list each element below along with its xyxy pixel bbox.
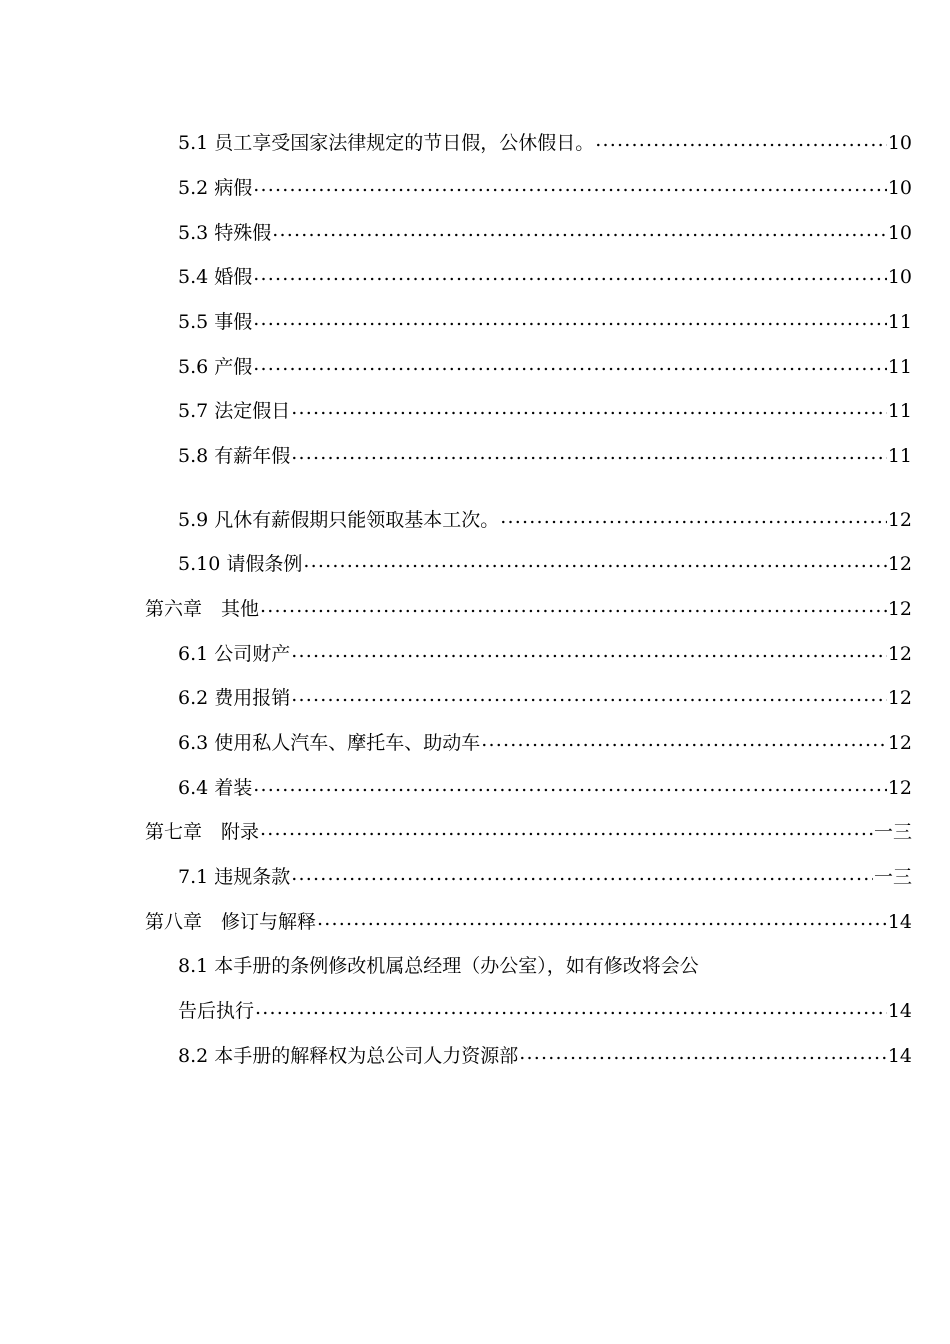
- toc-page-number: 11: [887, 400, 912, 422]
- toc-entry-7-1[interactable]: [178, 862, 912, 892]
- toc-leader-dots: [500, 502, 887, 532]
- toc-entry-6-2[interactable]: [178, 683, 912, 713]
- toc-page-number: 12: [887, 732, 912, 754]
- toc-entry-5-5[interactable]: [178, 307, 912, 337]
- toc-chapter-label: 第七章 附录: [145, 821, 260, 843]
- toc-entry-5-1[interactable]: [178, 128, 912, 158]
- toc-leader-dots: [255, 993, 887, 1023]
- toc-page-number: 12: [887, 598, 912, 620]
- toc-entry-8-1-first-line[interactable]: 8.1 本手册的条例修改机属总经理（办公室），如有修改将会公: [178, 955, 699, 977]
- toc-page-number: 10: [887, 177, 912, 199]
- toc-leader-dots: [519, 1038, 887, 1068]
- toc-leader-dots: [291, 859, 873, 889]
- toc-page-number: 12: [887, 509, 912, 531]
- toc-entry-label: 5.5 事假: [178, 311, 253, 333]
- toc-entry-6-3[interactable]: [178, 728, 912, 758]
- toc-leader-dots: [291, 393, 887, 423]
- toc-leader-dots: [303, 546, 886, 576]
- toc-page-number: 14: [887, 1045, 912, 1067]
- toc-entry-6-1[interactable]: [178, 639, 912, 669]
- toc-entry-label: 5.8 有薪年假: [178, 445, 291, 467]
- toc-leader-dots: [260, 591, 887, 621]
- toc-chapter-label: 第六章 其他: [145, 598, 260, 620]
- toc-entry-label: 6.3 使用私人汽车、摩托车、助动车: [178, 732, 481, 754]
- toc-page-number: 11: [887, 445, 912, 467]
- toc-leader-dots: [253, 770, 887, 800]
- toc-leader-dots: [595, 125, 887, 155]
- toc-page-number: 14: [887, 1000, 912, 1022]
- toc-entry-label: 8.2 本手册的解释权为总公司人力资源部: [178, 1045, 519, 1067]
- toc-leader-dots: [291, 438, 887, 468]
- toc-entry-label: 5.1 员工享受国家法律规定的节日假，公休假日。: [178, 132, 595, 154]
- toc-leader-dots: [317, 904, 887, 934]
- toc-entry-5-8[interactable]: [178, 441, 912, 471]
- toc-page-number: 12: [887, 687, 912, 709]
- toc-leader-dots: [291, 680, 887, 710]
- toc-entry-5-3[interactable]: [178, 218, 912, 248]
- toc-leader-dots: [291, 636, 887, 666]
- toc-entry-6-4[interactable]: [178, 773, 912, 803]
- toc-entry-label: 5.7 法定假日: [178, 400, 291, 422]
- toc-entry-5-10[interactable]: [178, 549, 912, 579]
- toc-entry-5-2[interactable]: [178, 173, 912, 203]
- toc-page-number: 11: [887, 356, 912, 378]
- toc-entry-label: 5.2 病假: [178, 177, 253, 199]
- toc-entry-label: 5.3 特殊假: [178, 222, 272, 244]
- toc-entry-label: 5.9 凡休有薪假期只能领取基本工次。: [178, 509, 500, 531]
- toc-entry-8-2[interactable]: [178, 1041, 912, 1071]
- toc-entry-label: 5.10 请假条例: [178, 553, 303, 575]
- toc-page-number: 10: [887, 222, 912, 244]
- toc-page-number: 12: [887, 553, 912, 575]
- toc-leader-dots: [253, 259, 887, 289]
- toc-entry-label: 6.2 费用报销: [178, 687, 291, 709]
- toc-entry-5-6[interactable]: [178, 352, 912, 382]
- toc-page-number: 11: [887, 311, 912, 333]
- toc-chapter-6[interactable]: [145, 594, 912, 624]
- toc-entry-label: 5.4 婚假: [178, 266, 253, 288]
- toc-chapter-7[interactable]: [145, 817, 912, 847]
- toc-entry-5-9[interactable]: [178, 505, 912, 535]
- toc-chapter-label: 第八章 修订与解释: [145, 911, 317, 933]
- toc-page-number: 14: [887, 911, 912, 933]
- toc-leader-dots: [481, 725, 887, 755]
- toc-leader-dots: [260, 814, 873, 844]
- toc-entry-label: 6.4 着装: [178, 777, 253, 799]
- toc-entry-8-1[interactable]: [178, 996, 912, 1026]
- toc-page-number: 12: [887, 643, 912, 665]
- toc-leader-dots: [253, 304, 887, 334]
- toc-leader-dots: [253, 170, 887, 200]
- toc-page-number: 10: [887, 266, 912, 288]
- toc-page-number: 12: [887, 777, 912, 799]
- toc-entry-label: 6.1 公司财产: [178, 643, 291, 665]
- toc-page-number: 一三: [873, 821, 912, 843]
- toc-page-number: 10: [887, 132, 912, 154]
- toc-entry-label: 7.1 违规条款: [178, 866, 291, 888]
- toc-entry-label: 告后执行: [178, 1000, 255, 1022]
- toc-leader-dots: [253, 349, 887, 379]
- toc-entry-5-4[interactable]: [178, 262, 912, 292]
- toc-entry-5-7[interactable]: [178, 396, 912, 426]
- toc-chapter-8[interactable]: [145, 907, 912, 937]
- toc-page-number: 一三: [873, 866, 912, 888]
- toc-entry-label: 5.6 产假: [178, 356, 253, 378]
- toc-leader-dots: [272, 215, 887, 245]
